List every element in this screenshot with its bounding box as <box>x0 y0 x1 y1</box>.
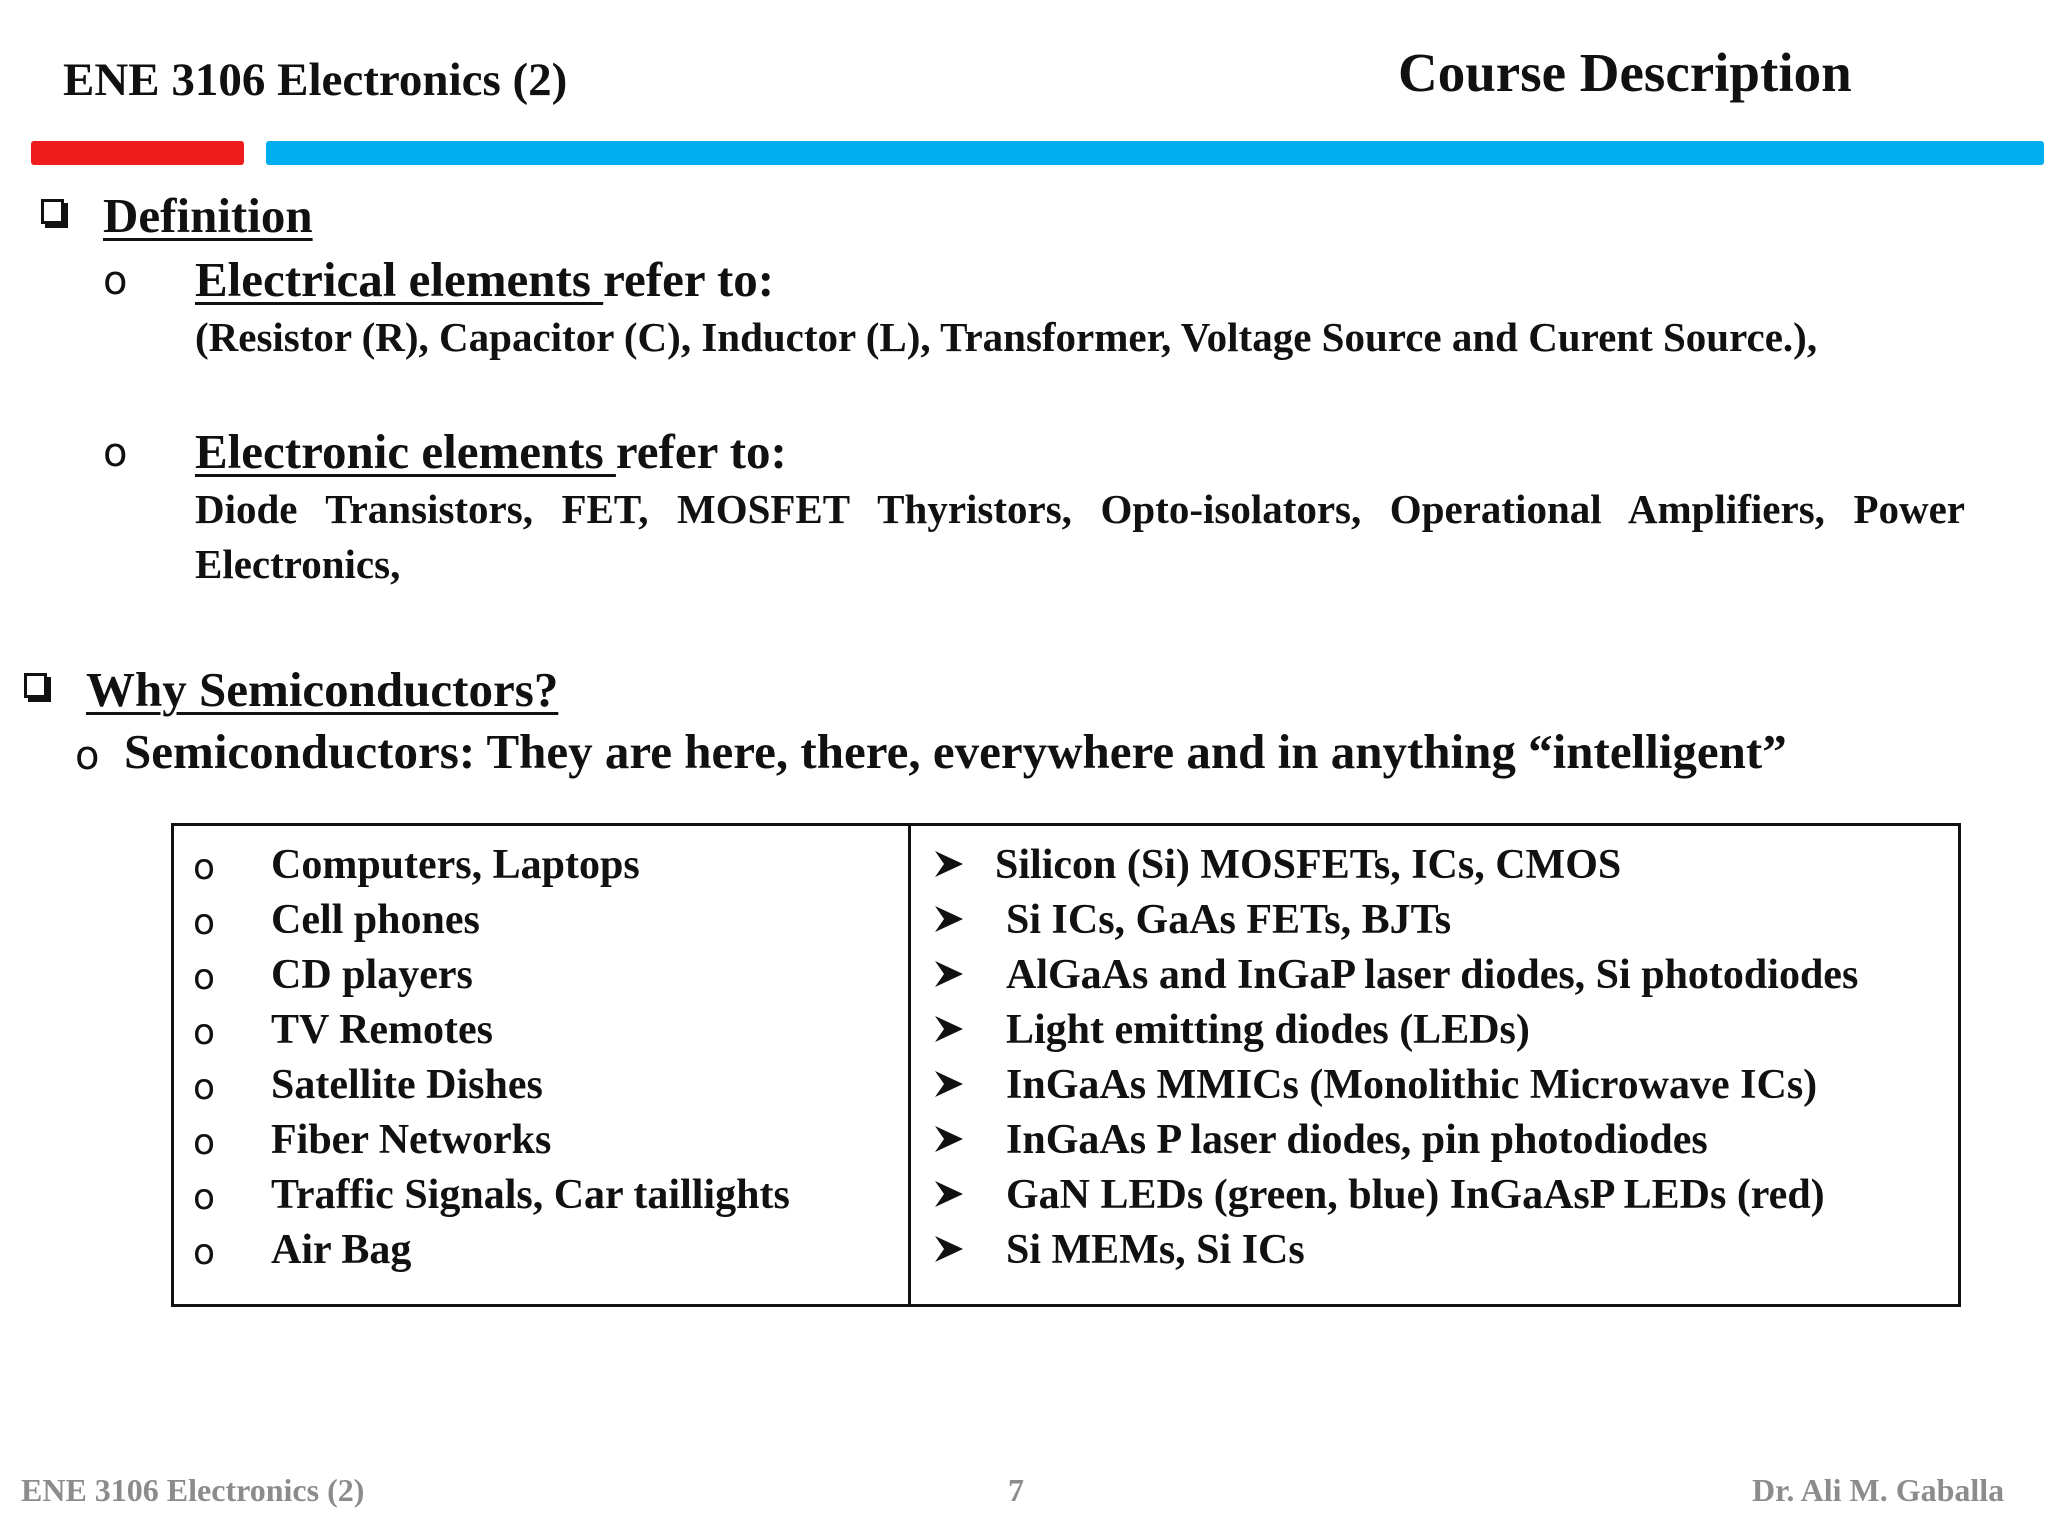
arrowhead-bullet-icon <box>933 1178 965 1210</box>
course-title: ENE 3106 Electronics (2) <box>63 54 568 106</box>
semiconductor-technology-item: AlGaAs and InGaP laser diodes, Si photodiodes <box>1006 952 1859 998</box>
application-item: Satellite Dishes <box>271 1062 543 1108</box>
semiconductor-technology-item: InGaAs MMICs (Monolithic Microwave ICs) <box>1006 1062 1818 1108</box>
electrical-elements-line <box>195 250 774 310</box>
circle-bullet-icon: o <box>193 1067 216 1108</box>
why-semiconductors-heading: Why Semiconductors? <box>86 662 559 717</box>
arrowhead-bullet-icon <box>933 1233 965 1265</box>
arrowhead-bullet-icon <box>933 848 965 880</box>
checkbox-bullet-icon <box>24 673 47 698</box>
electronic-elements-line <box>195 422 787 482</box>
application-item: Air Bag <box>271 1227 412 1273</box>
circle-bullet-icon: o <box>75 733 100 779</box>
definition-heading: Definition <box>103 188 313 243</box>
circle-bullet-icon: o <box>103 258 128 304</box>
electrical-elements-term: Electrical elements <box>195 252 604 307</box>
circle-bullet-icon: o <box>103 430 128 476</box>
semiconductor-technology-item: InGaAs P laser diodes, pin photodiodes <box>1006 1117 1708 1163</box>
application-item: Traffic Signals, Car taillights <box>271 1172 790 1218</box>
checkbox-bullet-icon <box>41 199 64 224</box>
circle-bullet-icon: o <box>193 1012 216 1053</box>
circle-bullet-icon: o <box>193 847 216 888</box>
arrowhead-bullet-icon <box>933 1013 965 1045</box>
accent-bar-red <box>31 141 244 165</box>
arrowhead-bullet-icon <box>933 1068 965 1100</box>
slide-title: Course Description <box>1398 42 1852 103</box>
electrical-elements-detail: (Resistor (R), Capacitor (C), Inductor (L), Transformer, Voltage Source and Curent Source.), <box>195 314 1818 360</box>
circle-bullet-icon: o <box>193 1177 216 1218</box>
semiconductor-technology-item: Light emitting diodes (LEDs) <box>1006 1007 1530 1053</box>
electronic-elements-detail: Diode Transistors, FET, MOSFET Thyristors, Opto-isolators, Operational Amplifiers, Power Electronics, <box>195 486 1965 587</box>
circle-bullet-icon: o <box>193 1232 216 1273</box>
application-item: Cell phones <box>271 897 480 943</box>
footer-author: Dr. Ali M. Gaballa <box>1752 1472 2005 1508</box>
table-divider <box>908 823 911 1307</box>
semiconductor-technology-item: GaN LEDs (green, blue) InGaAsP LEDs (red) <box>1006 1172 1825 1218</box>
application-item: CD players <box>271 952 473 998</box>
semiconductors-statement: Semiconductors: They are here, there, everywhere and in anything “intelligent” <box>124 724 1787 779</box>
circle-bullet-icon: o <box>193 902 216 943</box>
application-item: Fiber Networks <box>271 1117 552 1163</box>
application-item: Computers, Laptops <box>271 842 640 888</box>
application-item: TV Remotes <box>271 1007 494 1053</box>
semiconductor-technology-item: Si ICs, GaAs FETs, BJTs <box>1006 897 1452 943</box>
electronic-elements-rest: refer to: <box>615 424 787 479</box>
arrowhead-bullet-icon <box>933 958 965 990</box>
electronic-elements-term: Electronic elements <box>195 424 616 479</box>
semiconductor-technology-item: Si MEMs, Si ICs <box>1006 1227 1305 1273</box>
electrical-elements-rest: refer to: <box>603 252 775 307</box>
semiconductor-technology-item: Silicon (Si) MOSFETs, ICs, CMOS <box>995 842 1622 888</box>
accent-bar-blue <box>266 141 2044 165</box>
circle-bullet-icon: o <box>193 1122 216 1163</box>
footer-course: ENE 3106 Electronics (2) <box>21 1472 365 1508</box>
arrowhead-bullet-icon <box>933 1123 965 1155</box>
arrowhead-bullet-icon <box>933 903 965 935</box>
circle-bullet-icon: o <box>193 957 216 998</box>
footer-page-number: 7 <box>1008 1472 1024 1508</box>
